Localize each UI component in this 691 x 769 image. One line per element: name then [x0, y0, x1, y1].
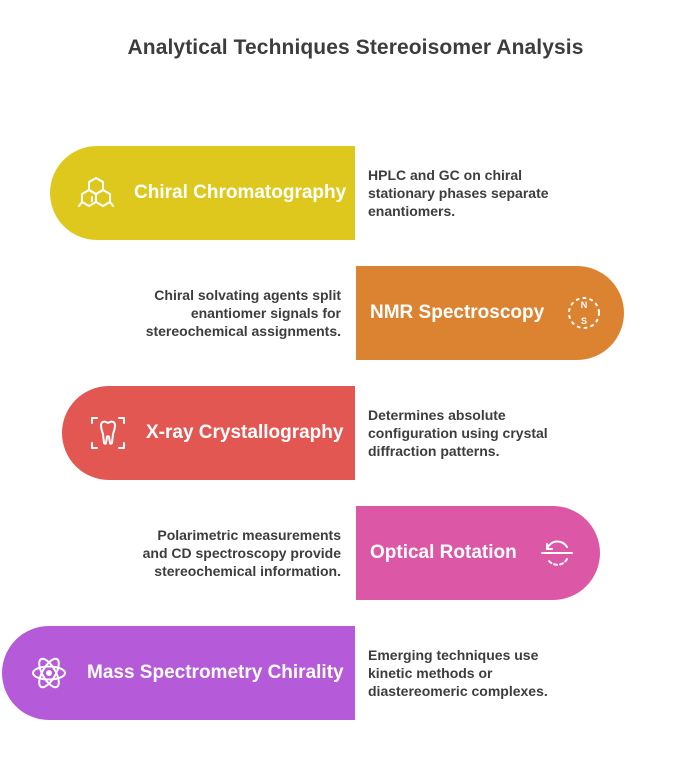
step-label: Chiral Chromatography [134, 182, 347, 203]
molecule-hexagon-icon [78, 175, 114, 211]
tooth-xray-icon [90, 415, 126, 451]
step-optical-rotation [356, 506, 600, 600]
atom-icon [30, 654, 68, 692]
step-label: NMR Spectroscopy [370, 302, 545, 323]
step-chiral-chromatography [50, 146, 355, 240]
step-description-chiral-chromatography: HPLC and GC on chiral stationary phases separate enantiomers. [368, 167, 549, 219]
step-description-nmr: Chiral solvating agents split enantiomer signals for stereochemical assignments. [145, 287, 341, 339]
step-description-optical: Polarimetric measurements and CD spectroscopy provide stereochemical information. [142, 527, 341, 579]
step-description-mass: Emerging techniques use kinetic methods or diastereomeric complexes. [368, 647, 548, 699]
step-description-xray: Determines absolute configuration using crystal diffraction patterns. [368, 407, 548, 459]
step-label: Mass Spectrometry Chirality [87, 662, 344, 683]
page-title: Analytical Techniques Stereoisomer Analysis [127, 36, 584, 59]
magnet-ns-icon [566, 295, 602, 331]
step-mass-spectrometry [2, 626, 355, 720]
step-label: X-ray Crystallography [146, 422, 344, 443]
svg-text:S: S [581, 316, 588, 326]
svg-text:N: N [580, 300, 588, 310]
rotation-icon [539, 535, 575, 571]
step-label: Optical Rotation [370, 542, 517, 563]
step-xray-crystallography [62, 386, 355, 480]
step-nmr-spectroscopy [356, 266, 624, 360]
